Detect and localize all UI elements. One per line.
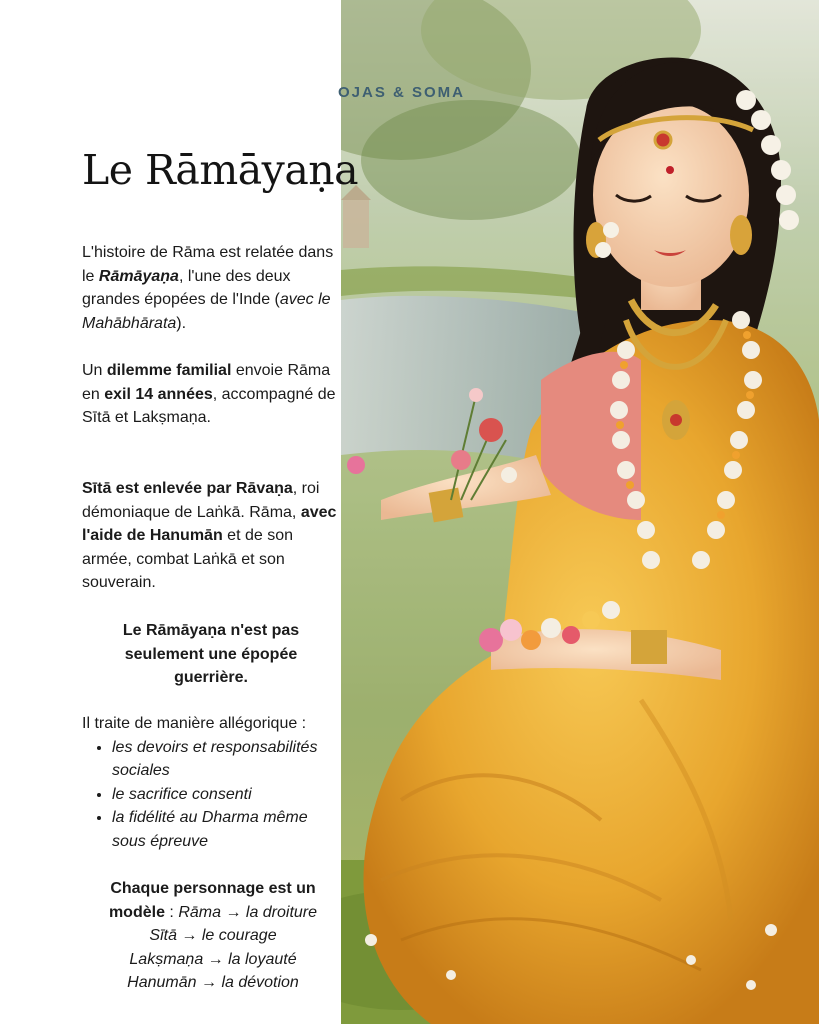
intro-text-2: , l'une des deux grandes épopées de l'Inde (	[82, 267, 291, 308]
theme-item: • le sacrifice consenti	[112, 783, 344, 807]
model-lakshmana: Lakṣmaṇa → la loyauté	[129, 950, 297, 968]
exile-text-1: Un	[82, 362, 107, 379]
model-rama: Rāma → la droiture	[178, 903, 318, 921]
abduction-text-2: et de son armée, combat Laṅkā et son souverain.	[82, 527, 294, 591]
abduction-bold-2: avec l'aide de Hanumān	[82, 503, 337, 544]
mahabharata-note: avec le Mahābhārata	[82, 291, 331, 332]
models-block	[88, 877, 338, 995]
intro-text-1: L'histoire de Rāma est relatée dans le	[82, 244, 334, 285]
exile-paragraph	[82, 359, 344, 430]
exile-text-2: envoie Rāma en	[82, 362, 331, 403]
abduction-bold-1: Sītā est enlevée par Rāvaṇa	[82, 480, 293, 497]
model-hanuman: Hanumān → la dévotion	[127, 974, 299, 991]
themes-list	[82, 736, 344, 854]
themes-block	[82, 712, 344, 853]
page-title: Le Rāmāyaṇa	[82, 146, 359, 194]
ramayana-name: Rāmāyaṇa	[98, 267, 179, 285]
models-sep: :	[164, 903, 179, 921]
abduction-text-1: , roi démoniaque de Laṅkā. Rāma,	[82, 480, 320, 521]
highlight-text: Le Rāmāyaṇa n'est pas seulement une épopée guerrière.	[122, 622, 300, 686]
abduction-paragraph	[82, 477, 344, 595]
theme-item: • les devoirs et responsabilités sociales	[112, 736, 344, 783]
models-bold: Chaque personnage est un modèle	[108, 880, 316, 921]
themes-intro: Il traite de manière allégorique :	[82, 715, 307, 732]
exile-bold-2: exil 14 années	[104, 385, 213, 403]
exile-bold-1: dilemme familial	[106, 362, 232, 379]
highlight-paragraph	[98, 619, 324, 690]
exile-text-3: , accompagné de Sītā et Lakṣmaṇa.	[82, 385, 336, 426]
intro-paragraph	[82, 241, 344, 335]
sita-painting	[341, 0, 819, 1024]
theme-item: • la fidélité au Dharma même sous épreuve	[112, 806, 344, 853]
intro-text-3: ).	[176, 314, 187, 332]
model-sita: Sītā → le courage	[149, 927, 277, 944]
brand-name: OJAS & SOMA	[338, 84, 466, 101]
